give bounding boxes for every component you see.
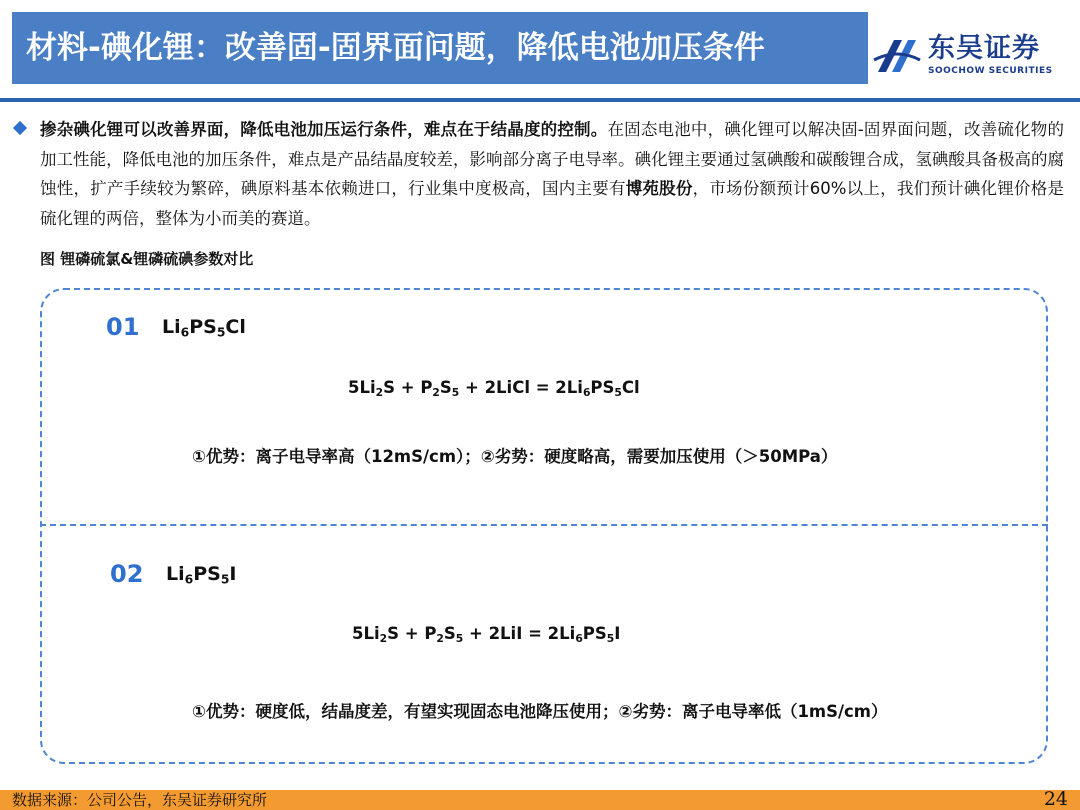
comparison-panel [40, 288, 1048, 764]
data-source: 数据来源：公司公告，东吴证券研究所 [12, 791, 268, 809]
item-number: 01 [106, 313, 140, 341]
page-number: 24 [1043, 788, 1068, 810]
bold-company: 博苑股份 [625, 179, 693, 198]
page-title: 材料-碘化锂：改善固-固界面问题，降低电池加压条件 [12, 12, 868, 84]
company-logo [872, 34, 1072, 82]
figure-title: 图 锂磷硫氯&锂磷硫碘参数对比 [40, 250, 254, 268]
bold-lead: 掺杂碘化锂可以改善界面，降低电池加压运行条件，难点在于结晶度的控制。 [40, 120, 608, 139]
pros-cons-note: ①优势：离子电导率高（12mS/cm）；②劣势：硬度略高，需要加压使用（＞50MPa） [192, 447, 838, 466]
formula-label: $Li_6PS_5Cl$ [162, 316, 246, 340]
body-paragraph [40, 115, 1064, 233]
soochow-logo-icon [872, 34, 922, 78]
pros-cons-note: ①优势：硬度低，结晶度差，有望实现固态电池降压使用；②劣势：离子电导率低（1mS/cm） [192, 702, 888, 721]
body-text-1: 在固态电池中，碘化锂可以解决固-固界面问题，改善硫化物的加工性能，降低电池的加压条件，难点是产品结晶度较差，影响部分离子电导率。碘化锂主要通过氢碘酸和碳酸锂合成，氢碘酸具备极高的腐蚀性，扩产手续较为繁碎，碘原料基本依赖进口，行业集中度极高，国内主要有 [40, 120, 1064, 198]
reaction-equation: $5Li_2S + P_2S_5$ + 2LiCl = $2Li_6PS_5Cl$ [348, 378, 640, 400]
panel-divider [40, 524, 1048, 526]
formula-label: $Li_6PS_5I$ [166, 563, 237, 587]
logo-en-text: SOOCHOW SECURITIES [928, 66, 1053, 76]
item-number: 02 [110, 560, 144, 588]
diamond-bullet-icon [13, 121, 27, 135]
logo-cn-text: 东吴证券 [928, 33, 1040, 64]
header-divider [0, 98, 1080, 102]
reaction-equation: $5Li_2S + P_2S_5 + 2LiI = 2Li_6PS_5I$ [352, 624, 621, 646]
body-text-2: ，市场份额预计60%以上，我们预计碘化锂价格是硫化锂的两倍，整体为小而美的赛道。 [40, 179, 1064, 228]
